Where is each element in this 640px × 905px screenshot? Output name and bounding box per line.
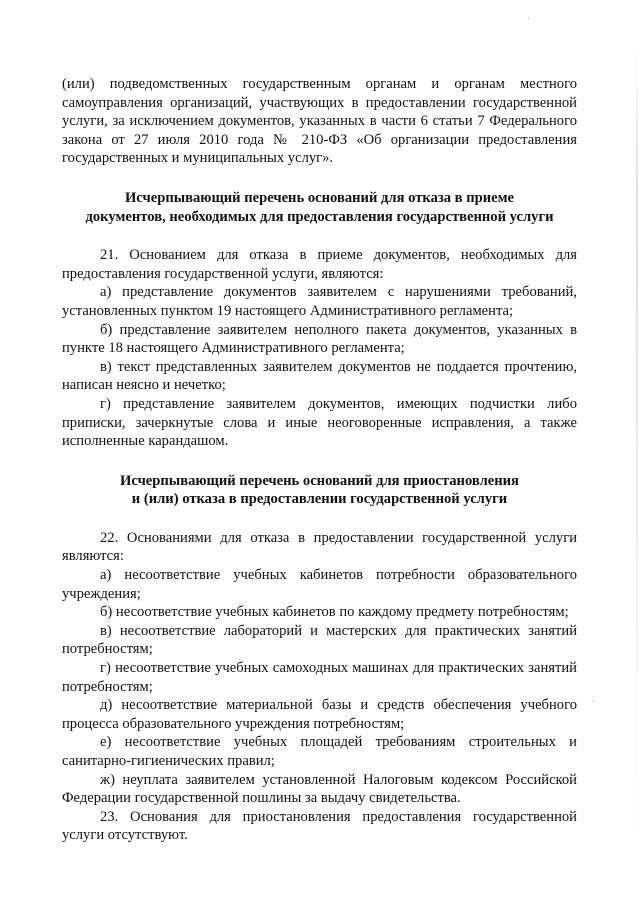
section1-item-g: г) представление заявителем документов, имеющих подчистки либо приписки, зачеркнутые слова и иные неоговоренные исправления, а также исполненные карандашом. — [62, 395, 577, 450]
section1-item-b: б) представление заявителем неполного пакета документов, указанных в пункте 18 настоящего Административного регламента; — [62, 321, 577, 357]
section2-item-zh: ж) неуплата заявителем установленной Налоговым кодексом Российской Федерации государственной пошлины за выдачу свидетельства. — [62, 771, 577, 807]
document-body — [62, 75, 577, 845]
section2-item-a: а) несоответствие учебных кабинетов потребности образовательного учреждения; — [62, 567, 577, 602]
section2-item-v: в) несоответствие лабораторий и мастерских для практических занятий потребностям; — [62, 622, 577, 658]
section1-item-v: в) текст представленных заявителем документов не поддается прочтению, написан неясно и нечетко; — [62, 358, 577, 394]
section2-item-d: д) несоответствие материальной базы и средств обеспечения учебного процесса образовательного учреждения потребностям; — [62, 697, 577, 732]
section2-heading-line1: Исчерпывающий перечень оснований для приостановления — [120, 472, 519, 489]
section2-heading-line2: и (или) отказа в предоставлении государственной услуги — [131, 491, 508, 508]
section2-item-b: б) несоответствие учебных кабинетов по каждому предмету потребностям; — [100, 604, 569, 621]
scan-edge-shadow — [636, 40, 638, 860]
section1-item-a: а) представление документов заявителем с нарушениями требований, установленных пунктом 19 настоящего Административного регламента; — [62, 284, 577, 319]
section2-item-e: е) несоответствие учебных площадей требованиям строительных и санитарно-гигиенических правил; — [62, 734, 577, 769]
scan-speck: · — [527, 14, 530, 23]
scan-speck: · — [592, 697, 595, 706]
intro-paragraph: (или) подведомственных государственным органам и органам местного самоуправления организаций, участвующих в предоставлении государственной услуги, за исключением документов, указанных в части 6 статьи 7 Федерального закона от 27 июля 2010 года № 210-ФЗ «Об организации предоставления государственных и муниципальных услуг». — [62, 76, 577, 167]
paragraph-21: 21. Основанием для отказа в приеме документов, необходимых для предоставления государственной услуги, являются: — [62, 247, 577, 282]
section1-heading-line2: документов, необходимых для предоставления государственной услуги — [85, 208, 554, 225]
section1-heading-line1: Исчерпывающий перечень оснований для отказа в приеме — [124, 189, 515, 206]
paragraph-23: 23. Основания для приостановления предоставления государственной услуги отсутствуют. — [62, 808, 577, 844]
section2-item-g: г) несоответствие учебных самоходных машинах для практических занятий потребностям; — [62, 660, 577, 695]
paragraph-22: 22. Основаниями для отказа в предоставлении государственной услуги являются: — [62, 529, 577, 565]
